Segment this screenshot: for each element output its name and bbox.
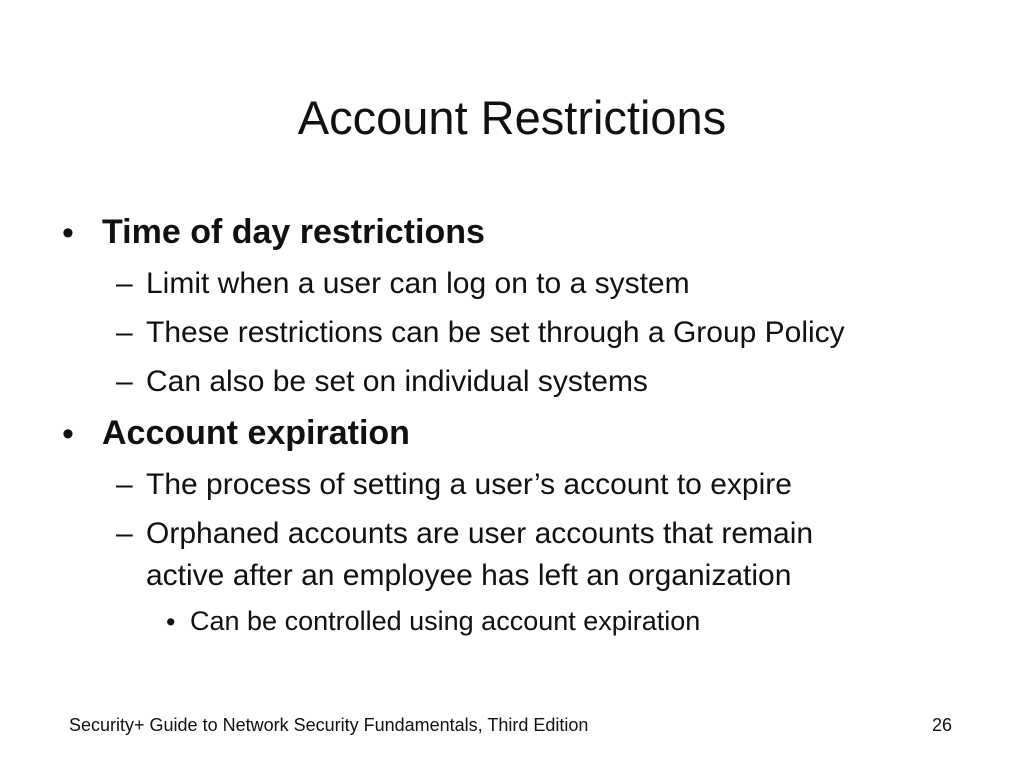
bullet-marker: •	[62, 415, 74, 453]
sub-bullet-marker: –	[116, 365, 133, 398]
slide-title: Account Restrictions	[297, 91, 727, 144]
bullet-marker: •	[62, 214, 74, 252]
sub-bullet-marker: –	[116, 517, 133, 550]
sub-bullet-orphaned-accounts-line1: Orphaned accounts are user accounts that remain	[146, 517, 814, 550]
sub-bullet-group-policy: These restrictions can be set through a Group Policy	[146, 316, 845, 349]
sub-bullet-marker: –	[116, 316, 133, 349]
sub-bullet-log-on-limit: Limit when a user can log on to a system	[146, 267, 690, 300]
sub-sub-bullet-controlled-expiration: Can be controlled using account expiration	[190, 606, 701, 636]
sub-bullet-expire-process: The process of setting a user’s account to expire	[146, 468, 792, 501]
sub-bullet-marker: –	[116, 267, 133, 300]
bullet-account-expiration: Account expiration	[102, 414, 410, 452]
bullet-time-of-day-restrictions: Time of day restrictions	[102, 213, 485, 251]
sub-bullet-orphaned-accounts-line2: active after an employee has left an organization	[146, 559, 792, 592]
sub-bullet-marker: –	[116, 468, 133, 501]
sub-bullet-individual-systems: Can also be set on individual systems	[146, 365, 648, 398]
sub-sub-bullet-marker: •	[166, 607, 176, 637]
footer-page-number: 26	[932, 715, 953, 735]
footer-source: Security+ Guide to Network Security Fundamentals, Third Edition	[69, 715, 589, 735]
